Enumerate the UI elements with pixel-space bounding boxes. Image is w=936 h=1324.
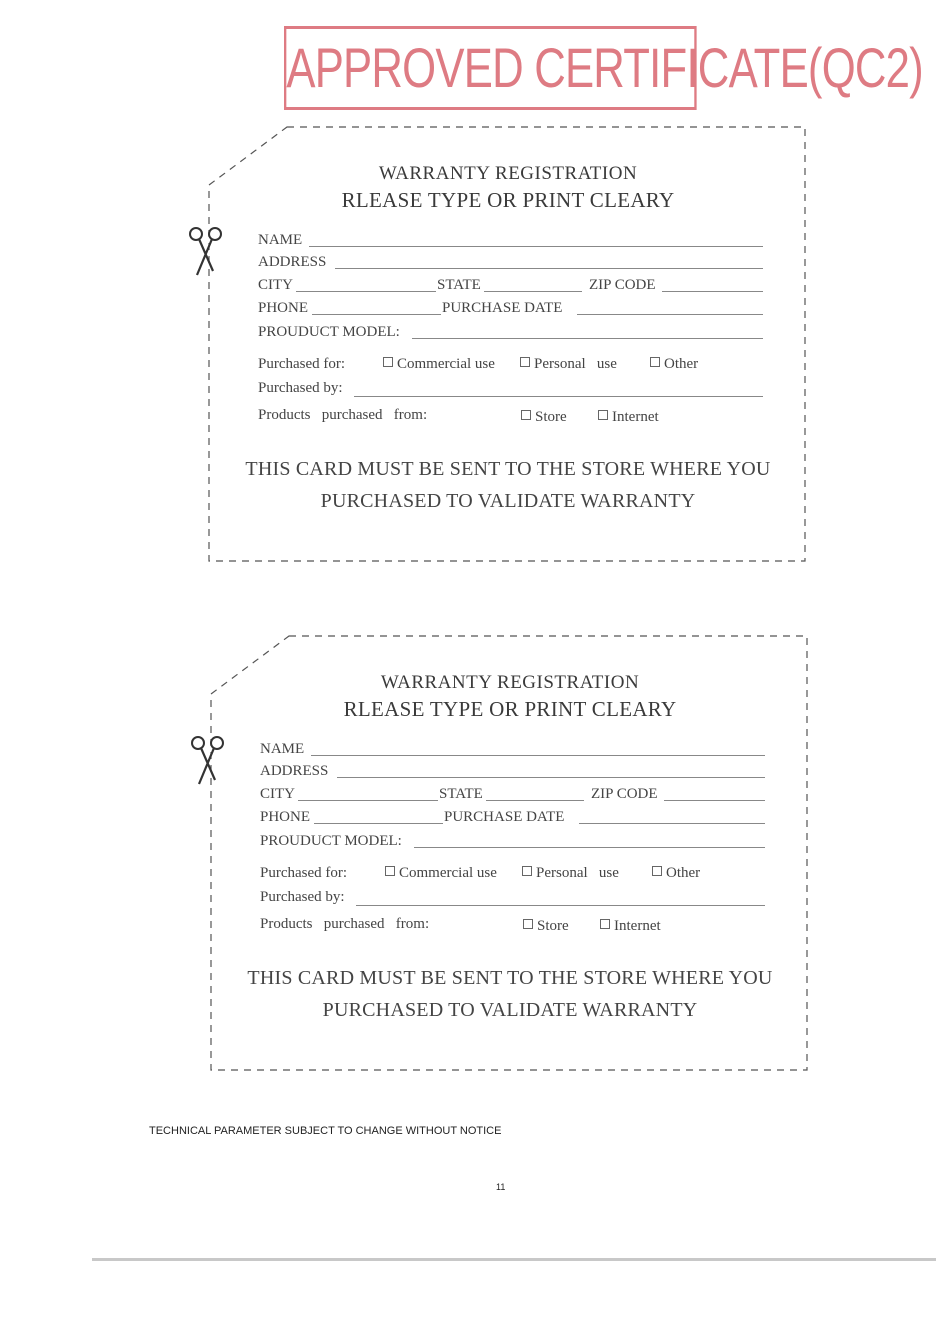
page-bottom-rule (92, 1258, 936, 1261)
address-label: ADDRESS (260, 763, 329, 779)
footer-notice: TECHNICAL PARAMETER SUBJECT TO CHANGE WITHOUT NOTICE (149, 1125, 502, 1137)
checkbox-store[interactable] (521, 409, 567, 426)
checkbox-icon (523, 919, 533, 929)
store-label: Store (535, 409, 567, 425)
warranty-card-2 (209, 634, 811, 1074)
checkbox-icon (520, 357, 530, 367)
other-label: Other (666, 865, 701, 881)
store-label: Store (537, 918, 569, 934)
internet-label: Internet (612, 409, 659, 425)
purchase-date-field[interactable] (579, 823, 765, 824)
purchased-by-field[interactable] (356, 905, 765, 906)
checkbox-store[interactable] (523, 918, 569, 935)
card-subtitle: RLEASE TYPE OR PRINT CLEARY (343, 697, 677, 721)
personal-use-label: Personal use (536, 865, 619, 881)
state-field[interactable] (484, 291, 582, 292)
other-label: Other (664, 356, 699, 372)
scissors-icon (189, 734, 229, 786)
state-field[interactable] (486, 800, 584, 801)
city-field[interactable] (298, 800, 438, 801)
checkbox-internet[interactable] (598, 409, 659, 426)
checkbox-icon (521, 410, 531, 420)
zip-code-field[interactable] (664, 800, 765, 801)
checkbox-personal-use[interactable] (520, 356, 617, 373)
card-title: WARRANTY REGISTRATION (378, 163, 638, 184)
phone-field[interactable] (314, 823, 443, 824)
purchased-by-label: Purchased by: (258, 380, 343, 396)
address-label: ADDRESS (258, 254, 327, 270)
phone-field[interactable] (312, 314, 441, 315)
purchased-for-label: Purchased for: (260, 865, 348, 881)
state-label: STATE (439, 786, 483, 802)
notice-line-2: PURCHASED TO VALIDATE WARRANTY (320, 490, 696, 512)
name-label: NAME (258, 232, 303, 248)
internet-label: Internet (614, 918, 661, 934)
notice-line-1: THIS CARD MUST BE SENT TO THE STORE WHERE YOU (247, 967, 773, 989)
city-label: CITY (258, 277, 293, 293)
product-model-field[interactable] (414, 847, 765, 848)
checkbox-icon (650, 357, 660, 367)
checkbox-icon (652, 866, 662, 876)
scissors-icon (187, 225, 227, 277)
checkbox-icon (598, 410, 608, 420)
city-field[interactable] (296, 291, 436, 292)
purchased-from-label: Products purchased from: (258, 407, 428, 423)
checkbox-icon (383, 357, 393, 367)
notice-line-2: PURCHASED TO VALIDATE WARRANTY (322, 999, 698, 1021)
checkbox-commercial-use[interactable] (385, 865, 497, 882)
purchased-by-label: Purchased by: (260, 889, 345, 905)
purchased-by-field[interactable] (354, 396, 763, 397)
checkbox-internet[interactable] (600, 918, 661, 935)
personal-use-label: Personal use (534, 356, 617, 372)
phone-label: PHONE (258, 300, 309, 316)
address-field[interactable] (337, 777, 765, 778)
purchased-from-label: Products purchased from: (260, 916, 430, 932)
checkbox-icon (385, 866, 395, 876)
card-subtitle: RLEASE TYPE OR PRINT CLEARY (341, 188, 675, 212)
page-number: 11 (496, 1182, 506, 1192)
phone-label: PHONE (260, 809, 311, 825)
checkbox-commercial-use[interactable] (383, 356, 495, 373)
name-field[interactable] (311, 755, 765, 756)
stamp-text: APPROVED CERTIFICATE(QC2) (286, 36, 923, 99)
purchase-date-label: PURCHASE DATE (442, 300, 563, 316)
state-label: STATE (437, 277, 481, 293)
checkbox-other[interactable] (652, 865, 700, 882)
commercial-use-label: Commercial use (397, 356, 495, 372)
notice-line-1: THIS CARD MUST BE SENT TO THE STORE WHERE YOU (245, 458, 771, 480)
zip-code-field[interactable] (662, 291, 763, 292)
purchase-date-label: PURCHASE DATE (444, 809, 565, 825)
product-model-label: PROUDUCT MODEL: (260, 833, 402, 849)
commercial-use-label: Commercial use (399, 865, 497, 881)
card-title: WARRANTY REGISTRATION (380, 672, 640, 693)
address-field[interactable] (335, 268, 763, 269)
checkbox-personal-use[interactable] (522, 865, 619, 882)
product-model-label: PROUDUCT MODEL: (258, 324, 400, 340)
zip-code-label: ZIP CODE (589, 277, 656, 293)
purchased-for-label: Purchased for: (258, 356, 346, 372)
name-label: NAME (260, 741, 305, 757)
warranty-card-1 (207, 125, 809, 565)
checkbox-other[interactable] (650, 356, 698, 373)
approved-certificate-stamp (284, 26, 923, 110)
name-field[interactable] (309, 246, 763, 247)
zip-code-label: ZIP CODE (591, 786, 658, 802)
product-model-field[interactable] (412, 338, 763, 339)
purchase-date-field[interactable] (577, 314, 763, 315)
checkbox-icon (522, 866, 532, 876)
city-label: CITY (260, 786, 295, 802)
checkbox-icon (600, 919, 610, 929)
